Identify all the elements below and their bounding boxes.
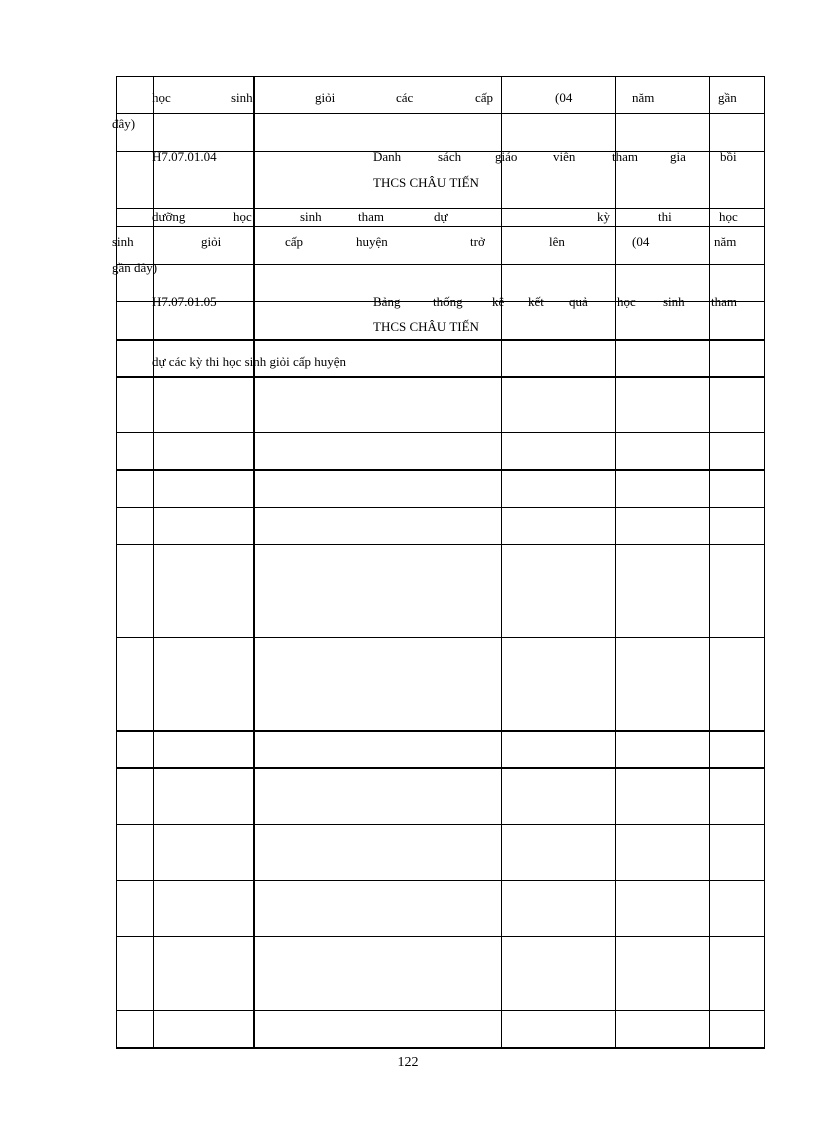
text-word: giỏi [315, 90, 336, 105]
text-word: H7.07.01.04 [152, 149, 217, 164]
text-word: (04 [632, 234, 650, 249]
text-word: cấp [285, 234, 304, 249]
text-word: tham [711, 294, 737, 309]
text-word: cấp [475, 90, 494, 105]
text-word: thi [658, 209, 672, 224]
text-word: học [719, 209, 738, 224]
text-word: đây) [112, 116, 136, 131]
text-word: học [233, 209, 252, 224]
text-word: sinh [231, 90, 253, 105]
page-number: 122 [397, 1055, 419, 1070]
text-word: lên [549, 234, 565, 249]
text-word: gia [670, 149, 686, 164]
text-word: viên [553, 149, 576, 164]
text-word: kỳ [597, 209, 610, 224]
text-word: học [617, 294, 636, 309]
school-name: THCS CHÂU TIẾN [373, 175, 479, 190]
text-word: sinh [663, 294, 685, 309]
text-word: năm [632, 90, 655, 105]
text-word: quả [569, 294, 588, 309]
school-name: THCS CHÂU TIẾN [373, 319, 479, 334]
text-word: (04 [555, 90, 573, 105]
text-word: bồi [720, 149, 737, 164]
text-word: giáo [495, 149, 518, 164]
text-word: giỏi [201, 234, 222, 249]
text-word: sinh [300, 209, 322, 224]
text-word: học [152, 90, 171, 105]
text-word: kê [492, 294, 505, 309]
text-word: kết [528, 294, 544, 309]
text-word: sách [438, 149, 462, 164]
text-word: tham [358, 209, 384, 224]
text-word: trở [470, 234, 485, 249]
text-word: H7.07.01.05 [152, 294, 217, 309]
text-word: sinh [112, 234, 134, 249]
text-word: tham [612, 149, 638, 164]
text-word: các [396, 90, 414, 105]
text-word: Bảng [373, 294, 401, 309]
text-word: năm [714, 234, 737, 249]
text-word: dự các kỳ thi học sinh giỏi cấp huyện [152, 354, 347, 369]
text-word: gần đây) [112, 260, 158, 275]
text-word: Danh [373, 149, 402, 164]
text-word: gần [718, 90, 737, 105]
text-word: dự [434, 209, 448, 224]
text-word: dưỡng [152, 209, 186, 224]
text-word: huyện [356, 234, 388, 249]
text-word: thống [433, 294, 463, 309]
